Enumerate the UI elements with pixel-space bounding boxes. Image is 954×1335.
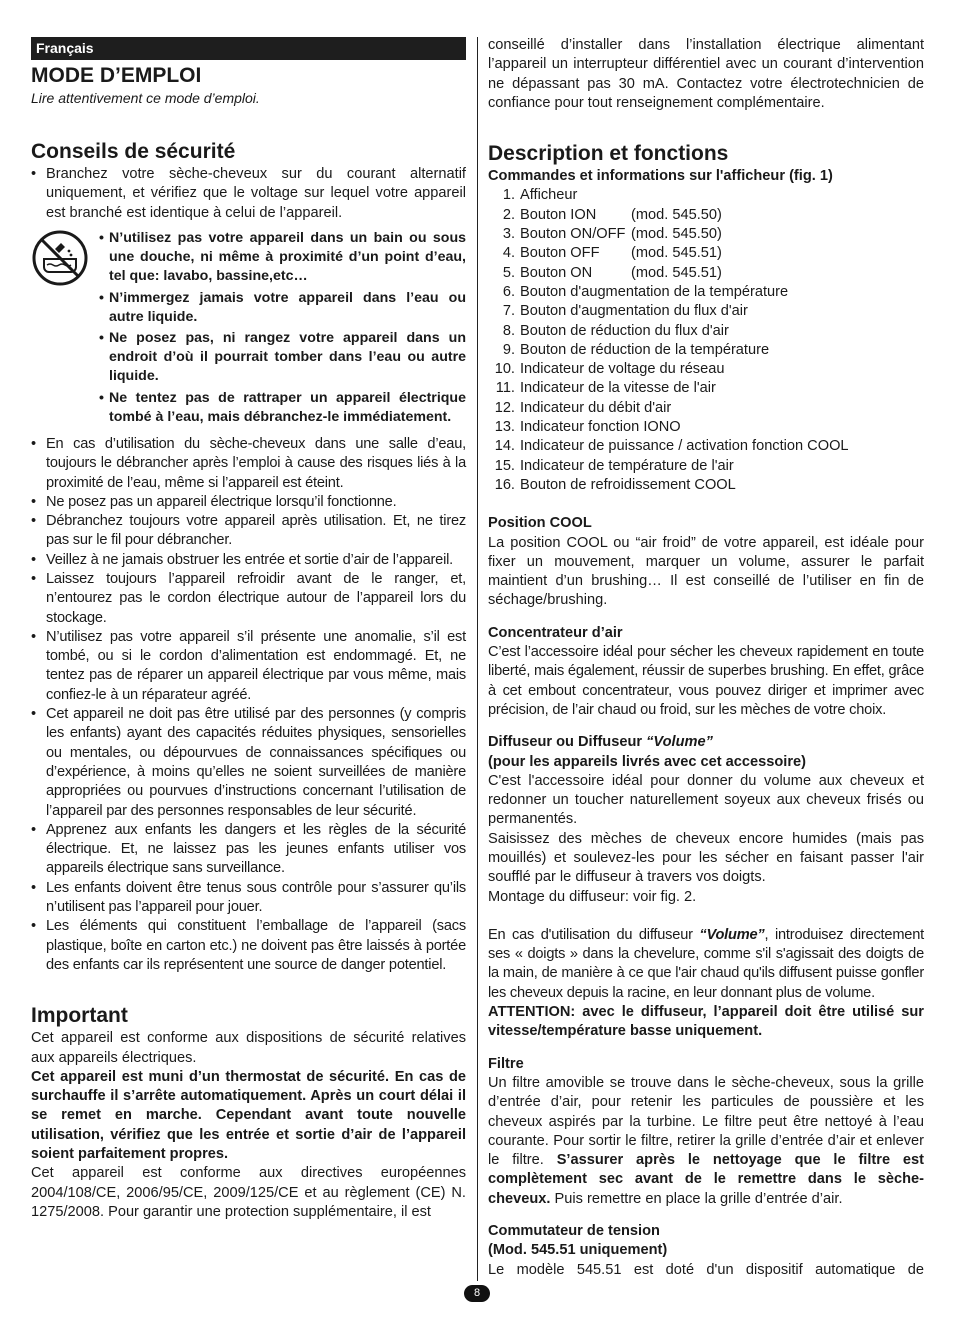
description-heading: Description et fonctions [488,142,729,166]
cool-text: La position COOL ou “air froid” de votre appareil, est idéale pour fixer un mouvement, marquer un volume, assurer le parfait maintient d’un brushing… Il est conseillé de l’utiliser en fin de séchage/brushing. [488,534,924,609]
item-number: 5. [502,264,515,281]
control-item [488,437,924,456]
diffuser-text-2: Saisissez des mèches de cheveux encore humides (mais pas mouillés) et soulevez-les pour les sécher en faisant passer l'air soufflé par le diffuseur à travers vos doigts. [488,830,924,886]
filter-text [488,1074,924,1209]
safety-intro: • Branchez votre sèche-cheveux sur du courant alternatif uniquement, et vérifiez que le voltage sur lequel votre appareil est branché est identique à celui de l’appareil. [31,165,466,223]
safety-item: • Veillez à ne jamais obstruer les entrée et sortie d’air de l’appareil. [31,551,466,570]
item-number: 14. [494,438,515,455]
control-item [488,457,924,476]
item-label: Bouton de réduction du flux d'air [520,322,729,339]
safety-item: • Cet appareil ne doit pas être utilisé par des personnes (y compris les enfants) ayant des capacités réduites physiques, sensorielles ou mentales, ou dépourvues de connaissances spécifiques ou d’expérience, à moins qu’elles ne soient surveillées de manière appropriées ou pourvues d’instructions concernant l’utilisation de l’appareil par des personnes responsables de leur sécurité. [31,705,466,821]
water-warnings [99,229,466,429]
filter-text-c: Puis remettre en place la grille d’entrée d’air. [550,1190,843,1207]
warning-item: • N’utilisez pas votre appareil dans un bain ou sous une douche, ni même à proximité d’un point d’eau, tel que: lavabo, bassine,etc… [99,229,466,287]
item-number: 2. [502,206,515,223]
item-label: Afficheur [520,187,578,204]
item-model: (mod. 545.50) [631,206,722,223]
diffuser-usage-a: En cas d'utilisation du diffuseur [488,926,700,943]
filter-text-a: Un filtre amovible se trouve dans le sèche-cheveux, sous la grille d’entrée d’air, pour retenir les particules de poussière et les cheveux aspirés par la turbine. Le filtre peut être nettoyé à l’eau courante. Pour sortir le filtre, retirer la grille d’entrée d’air et enlever le filtre. [488,1074,924,1169]
item-number: 10. [494,361,515,378]
item-number: 9. [502,341,515,358]
commands-heading: Commandes et informations sur l'afficheur (fig. 1) [488,168,833,185]
diffuser-volume-label: “Volume” [646,734,713,751]
page-number: 8 [464,1285,490,1302]
water-warning-block [31,229,466,429]
warning-item: • N’immergez jamais votre appareil dans l’eau ou autre liquide. [99,289,466,327]
item-label: Bouton ON/OFF [520,226,626,243]
item-number: 1. [502,187,515,204]
directives-text-continued: conseillé d’installer dans l’installation électrique alimentant l’appareil un interrupteur différentiel avec un courant d’intervention ne dépassant pas 30 mA. Contactez votre électrotechnicien de confiance pour tout renseignement complémentaire. [488,37,924,111]
control-item [488,379,924,398]
important-text: Cet appareil est conforme aux dispositions de sécurité relatives aux appareils électriques. [31,1030,466,1066]
item-number: 16. [494,476,515,493]
item-number: 13. [494,419,515,436]
controls-list [488,186,924,495]
control-item [488,244,924,263]
diffuser-text-1: C'est l'accessoire idéal pour donner du volume aux cheveux et redonner un toucher naturellement soyeux aux cheveux frisés ou permanentés. [488,772,924,828]
control-item [488,476,924,495]
diffuser-usage [488,926,924,1003]
item-label: Indicateur fonction IONO [520,419,681,436]
control-item [488,418,924,437]
concentrator-heading: Concentrateur d’air [488,624,623,641]
safety-intro-list [31,165,466,223]
right-column [488,36,924,1280]
concentrator-text: C’est l’accessoire idéal pour sécher les cheveux rapidement en toute liberté, mais également, réussir de superbes brushing. En effet, grâce à cet embout concentrateur, vous pouvez diriger et imprimer avec précision, de l’air chaud ou froid, sur les mèches de votre choix. [488,644,924,718]
warning-item: • Ne posez pas, ni rangez votre appareil dans un endroit d’où il pourrait tomber dans l’eau ou autre liquide. [99,329,466,387]
item-label: Indicateur de puissance / activation fonction COOL [520,438,849,455]
diffuser-heading [488,733,924,752]
item-number: 15. [494,457,515,474]
item-label: Indicateur de la vitesse de l'air [520,380,716,397]
item-number: 3. [502,226,515,243]
thermostat-notice: Cet appareil est muni d’un thermostat de sécurité. En cas de surchauffe il s’arrête automatiquement. Après un court délai il se remet en marche. Cependant avant toute nouvelle utilisation, vérifiez que les entrée et sortie d’air de l’appareil soient parfaitement propres. [31,1068,466,1163]
directives-text: Cet appareil est conforme aux directives européennes 2004/108/CE, 2006/95/CE, 2009/125/CE et au règlement (CE) N. 1275/2008. Pour garantir une protection supplémentaire, il est [31,1165,466,1220]
safety-item: • Les enfants doivent être tenus sous contrôle pour s’assurer qu’ils n’utilisent pas l’appareil pour jouer. [31,879,466,918]
item-label: Bouton de réduction de la température [520,341,770,358]
no-water-bath-icon [31,229,89,287]
item-label: Bouton OFF [520,245,600,262]
control-item [488,322,924,341]
voltage-subheading: (Mod. 545.51 uniquement) [488,1242,668,1259]
voltage-text: Le modèle 545.51 est doté d'un dispositif automatique de [488,1261,924,1278]
diffuser-subheading: (pour les appareils livrés avec cet accessoire) [488,753,806,770]
control-item [488,225,924,244]
warning-item: • Ne tentez pas de rattraper un appareil électrique tombé à l’eau, mais débranchez-le immédiatement. [99,389,466,427]
language-tag: Français [31,37,466,60]
diffuser-heading-text: Diffuseur ou Diffuseur [488,734,647,751]
filter-text-bold: S’assurer après le nettoyage que le filtre est complètement sec avant de le remettre dans le sèche-cheveux. [488,1152,925,1207]
diffuser-attention: ATTENTION: avec le diffuseur, l’appareil doit être utilisé sur vitesse/température basse uniquement. [488,1004,924,1040]
item-number: 8. [502,322,515,339]
diffuser-usage-c: , introduisez directement ses « doigts » dans la chevelure, comme s'il s'agissait des doigts de la main, de manière à ce que l'air chaud qu'ils diffusent puisse gonfler les cheveux depuis la racine, en leur donnant plus de volume. [488,926,924,1001]
item-label: Indicateur de température de l'air [520,457,734,474]
control-item [488,341,924,360]
item-number: 4. [502,245,515,262]
item-label: Indicateur de voltage du réseau [520,361,725,378]
control-item [488,360,924,379]
voltage-heading: Commutateur de tension [488,1223,660,1240]
safety-item: • Les éléments qui constituent l’emballage de l’appareil (sacs plastique, boîte en carton etc.) ne doivent pas être laissés à portée des enfants car ils représentent une source de danger potentiel. [31,917,466,975]
item-model: (mod. 545.51) [631,245,722,262]
item-number: 12. [494,399,515,416]
cool-heading: Position COOL [488,515,592,532]
filter-heading: Filtre [488,1055,524,1072]
safety-heading: Conseils de sécurité [31,140,236,163]
item-model: (mod. 545.50) [631,226,722,243]
page-subtitle: Lire attentivement ce mode d’emploi. [31,90,260,106]
diffuser-usage-volume: “Volume” [699,926,765,943]
item-label: Bouton d'augmentation du flux d'air [520,303,748,320]
important-heading: Important [31,1004,128,1028]
item-number: 6. [502,283,515,300]
control-item [488,302,924,321]
left-column [31,37,466,1222]
column-divider [477,37,478,1281]
control-item [488,399,924,418]
page-title: MODE D’EMPLOI [31,64,202,87]
control-item [488,206,924,225]
item-number: 7. [502,303,515,320]
safety-item: • Débranchez toujours votre appareil après utilisation. Et, ne tirez pas sur le fil pour débrancher. [31,512,466,551]
safety-list [31,435,466,975]
item-model: (mod. 545.51) [631,264,722,281]
safety-item: • N’utilisez pas votre appareil s’il présente une anomalie, s’il est tombé, ou si le cordon d’alimentation est endommagé. Et, ne tentez pas de réparer un appareil électrique par vous même, mais confiez-le à un réparateur agréé. [31,628,466,705]
diffuser-mounting: Montage du diffuseur: voir fig. 2. [488,888,697,905]
safety-item: • Laissez toujours l’appareil refroidir avant de le ranger, et, n’entourez pas le cordon électrique autour de l’appareil lors du stockage. [31,570,466,628]
item-label: Bouton ON [520,264,593,281]
item-label: Indicateur du débit d'air [520,399,672,416]
safety-item: • Ne posez pas un appareil électrique lorsqu’il fonctionne. [31,493,466,512]
safety-item: • En cas d’utilisation du sèche-cheveux dans une salle d’eau, toujours le débrancher après l’emploi à cause des risques liés à la proximité de l’eau, même si l’appareil est éteint. [31,435,466,493]
item-number: 11. [495,380,515,397]
safety-item: • Apprenez aux enfants les dangers et les règles de la sécurité électrique. Et, ne laissez pas les jeunes enfants utiliser vos appareils électrique sans surveillance. [31,821,466,879]
control-item [488,186,924,205]
item-label: Bouton de refroidissement COOL [520,476,736,493]
control-item [488,264,924,283]
item-label: Bouton ION [520,206,597,223]
item-label: Bouton d'augmentation de la température [520,283,789,300]
control-item [488,283,924,302]
